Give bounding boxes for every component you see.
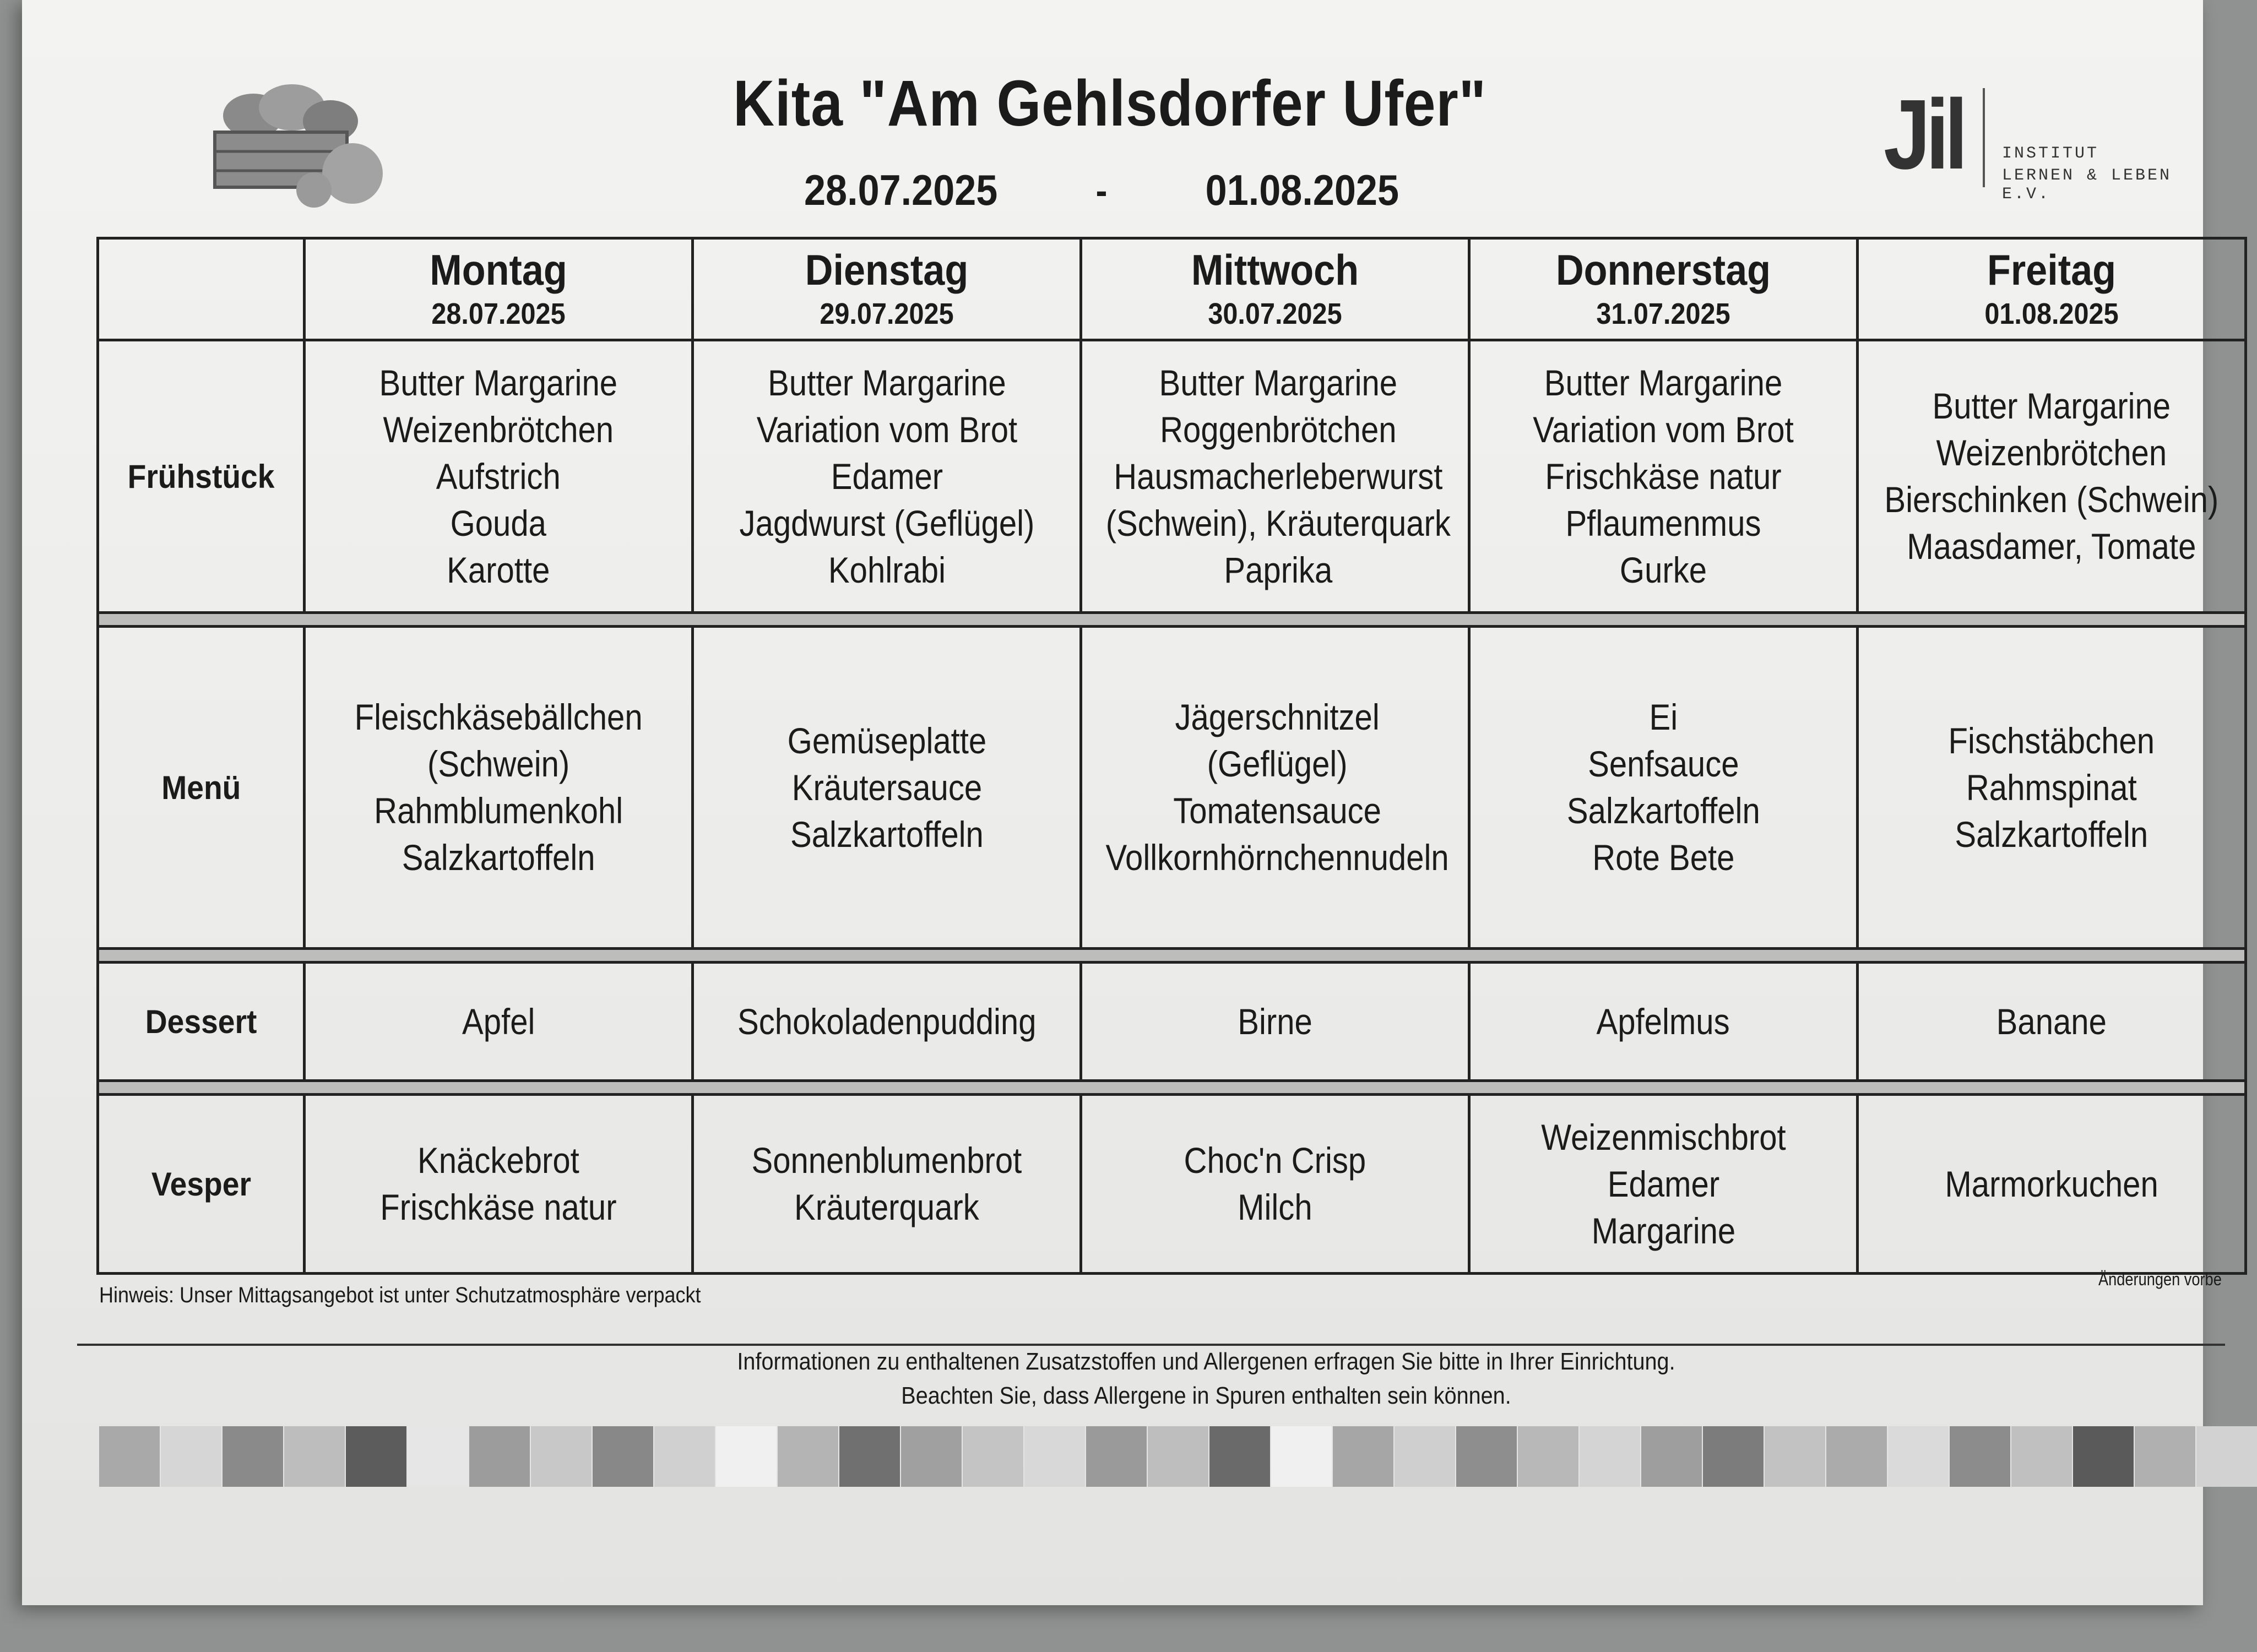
menu-cell: Schokoladenpudding (693, 963, 1081, 1081)
pattern-tile (531, 1426, 592, 1487)
pattern-tile (1641, 1426, 1702, 1487)
packaging-note: Hinweis: Unser Mittagsangebot ist unter Schutzatmosphäre verpackt (99, 1283, 701, 1307)
pattern-tile (901, 1426, 962, 1487)
page-title: Kita "Am Gehlsdorfer Ufer" (733, 67, 1486, 140)
lunch-row (98, 627, 2246, 949)
pattern-tile (839, 1426, 900, 1487)
row-separator (98, 613, 2246, 627)
row-label-vesper: Vesper (98, 1095, 305, 1274)
menu-cell: Knäckebrot Frischkäse natur (305, 1095, 693, 1274)
menu-cell: Fischstäbchen Rahmspinat Salzkartoffeln (1858, 627, 2246, 949)
logo-line-2: LERNEN & LEBEN E.V. (2002, 166, 2172, 204)
day-header-monday: Montag 28.07.2025 (305, 238, 693, 340)
pattern-tile (2135, 1426, 2195, 1487)
weekly-menu-table (96, 237, 2247, 1275)
pattern-tile (654, 1426, 715, 1487)
day-header-wednesday: Mittwoch 30.07.2025 (1081, 238, 1469, 340)
row-label-breakfast: Frühstück (98, 340, 305, 613)
pattern-tile (1148, 1426, 1208, 1487)
day-header-thursday: Donnerstag 31.07.2025 (1469, 238, 1858, 340)
day-header-tuesday: Dienstag 29.07.2025 (693, 238, 1081, 340)
pattern-tile (99, 1426, 160, 1487)
pattern-tile (778, 1426, 838, 1487)
menu-cell: Birne (1081, 963, 1469, 1081)
menu-cell: Butter Margarine Weizenbrötchen Aufstrich Gouda Karotte (305, 340, 693, 613)
pattern-tile (1395, 1426, 1455, 1487)
decorative-pattern-strip (99, 1426, 2225, 1487)
pattern-tile (1703, 1426, 1764, 1487)
pattern-tile (346, 1426, 406, 1487)
menu-cell: Butter Margarine Roggenbrötchen Hausmacherleberwurst (Schwein), Kräuterquark Paprika (1081, 340, 1469, 613)
pattern-tile (1024, 1426, 1085, 1487)
allergen-info-line-2: Beachten Sie, dass Allergene in Spuren enthalten sein können. (901, 1382, 1511, 1409)
pattern-tile (284, 1426, 345, 1487)
pattern-tile (1271, 1426, 1332, 1487)
pattern-tile (408, 1426, 468, 1487)
changes-note: Änderungen vorbe (2098, 1269, 2222, 1289)
pattern-tile (963, 1426, 1023, 1487)
menu-cell: Fleischkäsebällchen (Schwein) Rahmblumenkohl Salzkartoffeln (305, 627, 693, 949)
menu-cell: Banane (1858, 963, 2246, 1081)
pattern-tile (161, 1426, 221, 1487)
pattern-tile (1826, 1426, 1887, 1487)
pattern-tile (2011, 1426, 2072, 1487)
menu-cell: Choc'n Crisp Milch (1081, 1095, 1469, 1274)
pattern-tile (1518, 1426, 1578, 1487)
pattern-tile (2073, 1426, 2134, 1487)
allergen-info-line-1: Informationen zu enthaltenen Zusatzstoffen und Allergenen erfragen Sie bitte in Ihrer Einrichtung. (737, 1348, 1675, 1375)
menu-cell: Jägerschnitzel (Geflügel) Tomatensauce Vollkornhörnchennudeln (1081, 627, 1469, 949)
pattern-tile (1086, 1426, 1147, 1487)
footer-divider (77, 1344, 2225, 1346)
pattern-tile (1950, 1426, 2010, 1487)
pattern-tile (716, 1426, 777, 1487)
menu-cell: Ei Senfsauce Salzkartoffeln Rote Bete (1469, 627, 1858, 949)
menu-cell: Weizenmischbrot Edamer Margarine (1469, 1095, 1858, 1274)
menu-cell: Butter Margarine Weizenbrötchen Bierschinken (Schwein) Maasdamer, Tomate (1858, 340, 2246, 613)
day-header-friday: Freitag 01.08.2025 (1858, 238, 2246, 340)
pattern-tile (469, 1426, 530, 1487)
vesper-row (98, 1095, 2246, 1274)
menu-cell: Butter Margarine Variation vom Brot Edamer Jagdwurst (Geflügel) Kohlrabi (693, 340, 1081, 613)
pattern-tile (2196, 1426, 2257, 1487)
menu-cell: Gemüseplatte Kräutersauce Salzkartoffeln (693, 627, 1081, 949)
logo-mark: Jil (1884, 79, 1963, 190)
vegetable-basket-illustration (204, 77, 386, 215)
row-separator (98, 949, 2246, 963)
row-label-dessert: Dessert (98, 963, 305, 1081)
menu-cell: Apfel (305, 963, 693, 1081)
menu-cell: Sonnenblumenbrot Kräuterquark (693, 1095, 1081, 1274)
pattern-tile (1888, 1426, 1949, 1487)
date-to: 01.08.2025 (1205, 166, 1399, 214)
menu-cell: Marmorkuchen (1858, 1095, 2246, 1274)
menu-cell: Butter Margarine Variation vom Brot Frischkäse natur Pflaumenmus Gurke (1469, 340, 1858, 613)
breakfast-row (98, 340, 2246, 613)
header-row (98, 238, 2246, 340)
date-separator: - (1095, 169, 1108, 212)
date-from: 28.07.2025 (804, 166, 998, 214)
row-separator (98, 1081, 2246, 1095)
pattern-tile (1333, 1426, 1393, 1487)
pattern-tile (1765, 1426, 1825, 1487)
logo-divider (1983, 88, 1985, 187)
pattern-tile (1456, 1426, 1517, 1487)
menu-sheet (22, 0, 2222, 1605)
row-label-lunch: Menü (98, 627, 305, 949)
logo-line-1: INSTITUT (2002, 144, 2099, 163)
pattern-tile (593, 1426, 653, 1487)
week-range (804, 165, 1399, 215)
pattern-tile (1580, 1426, 1640, 1487)
dessert-row (98, 963, 2246, 1081)
corner-cell (98, 238, 305, 340)
institute-logo (1884, 79, 2192, 204)
pattern-tile (1209, 1426, 1270, 1487)
menu-cell: Apfelmus (1469, 963, 1858, 1081)
pattern-tile (223, 1426, 283, 1487)
